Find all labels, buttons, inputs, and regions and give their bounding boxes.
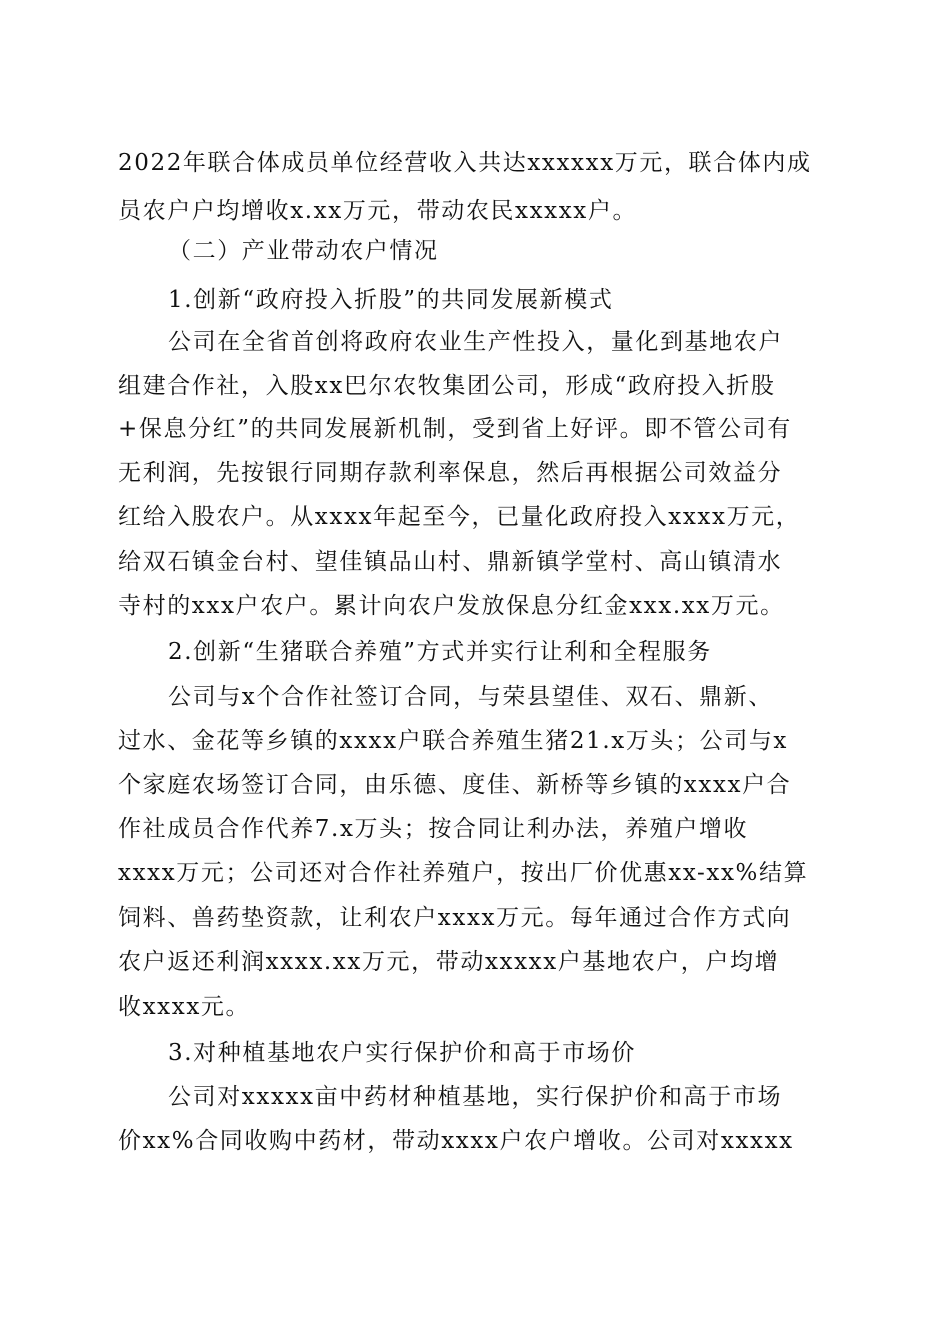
paragraph-line: 过水、金花等乡镇的xxxx户联合养殖生猪21.x万头；公司与x [118,728,789,754]
paragraph-line: 红给入股农户。从xxxx年起至今，已量化政府投入xxxx万元， [118,504,801,530]
paragraph-line: 公司在全省首创将政府农业生产性投入，量化到基地农户 [168,329,783,355]
paragraph-line: 给双石镇金台村、望佳镇品山村、鼎新镇学堂村、高山镇清水 [118,549,783,575]
subsection-heading: 3.对种植基地农户实行保护价和高于市场价 [168,1040,636,1066]
paragraph-line: 饲料、兽药垫资款，让利农户xxxx万元。每年通过合作方式向 [118,905,792,931]
paragraph-line: 农户返还利润xxxx.xx万元，带动xxxxx户基地农户，户均增 [118,949,780,975]
paragraph-line: 公司对xxxxx亩中药材种植基地，实行保护价和高于市场 [168,1084,783,1110]
paragraph-line: 寺村的xxx户农户。累计向农户发放保息分红金xxx.xx万元。 [118,593,785,619]
paragraph-line: 收xxxx元。 [118,994,251,1020]
paragraph-line: 个家庭农场签订合同，由乐德、度佳、新桥等乡镇的xxxx户合 [118,772,792,798]
paragraph-line: 2022年联合体成员单位经营收入共达xxxxxx万元，联合体内成 [118,150,812,176]
section-heading: （二）产业带动农户情况 [168,238,439,264]
subsection-heading: 2.创新“生猪联合养殖”方式并实行让利和全程服务 [168,639,712,665]
paragraph-line: 公司与x个合作社签订合同，与荣县望佳、双石、鼎新、 [168,684,773,710]
paragraph-line: 组建合作社，入股xx巴尔农牧集团公司，形成“政府投入折股 [118,373,776,399]
paragraph-line: 无利润，先按银行同期存款利率保息，然后再根据公司效益分 [118,460,783,486]
paragraph-line: +保息分红”的共同发展新机制，受到省上好评。即不管公司有 [118,416,792,442]
paragraph-line: 作社成员合作代养7.x万头；按合同让利办法，养殖户增收 [118,816,749,842]
paragraph-line: xxxx万元；公司还对合作社养殖户，按出厂价优惠xx-xx%结算 [118,860,809,886]
paragraph-line: 员农户户均增收x.xx万元，带动农民xxxxx户。 [118,198,638,224]
paragraph-line: 价xx%合同收购中药材，带动xxxx户农户增收。公司对xxxxx [118,1128,794,1154]
subsection-heading: 1.创新“政府投入折股”的共同发展新模式 [168,287,614,313]
